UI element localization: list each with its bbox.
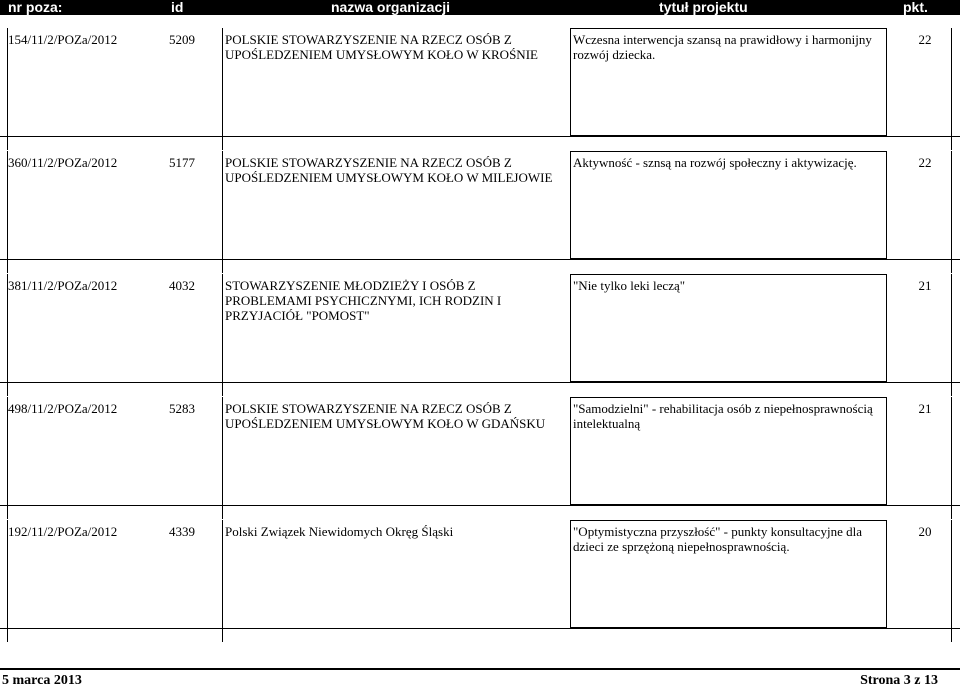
row-divider — [0, 505, 960, 506]
cell-pkt: 20 — [918, 524, 932, 539]
cell-org: POLSKIE STOWARZYSZENIE NA RZECZ OSÓB Z UPOŚLEDZENIEM UMYSŁOWYM KOŁO W MILEJOWIE — [225, 155, 553, 185]
cell-pkt: 21 — [918, 278, 932, 293]
footer-divider — [0, 668, 960, 670]
cell-org: Polski Związek Niewidomych Okręg Śląski — [225, 524, 454, 539]
cell-title: "Nie tylko leki leczą" — [573, 278, 686, 293]
cell-pkt: 22 — [918, 32, 932, 47]
cell-id: 5209 — [169, 32, 195, 47]
cell-title: Aktywność - sznsą na rozwój społeczny i aktywizację. — [573, 155, 857, 170]
cell-title: "Optymistyczna przyszłość" - punkty konsultacyjne dla dzieci ze sprzężoną niepełnosprawnością. — [573, 524, 862, 554]
table-row — [0, 397, 960, 519]
cell-pkt: 21 — [918, 401, 932, 416]
table-row — [0, 151, 960, 273]
row-divider — [0, 259, 960, 260]
cell-id: 4032 — [169, 278, 195, 293]
row-divider — [0, 382, 960, 383]
cell-id: 5283 — [169, 401, 195, 416]
table-row — [0, 274, 960, 396]
cell-org: POLSKIE STOWARZYSZENIE NA RZECZ OSÓB Z UPOŚLEDZENIEM UMYSŁOWYM KOŁO W KROŚNIE — [225, 32, 538, 62]
column-divider — [222, 274, 223, 396]
table-row — [0, 28, 960, 150]
header-id: id — [171, 0, 184, 15]
row-divider — [0, 136, 960, 137]
cell-title: Wczesna interwencja szansą na prawidłowy i harmonijny rozwój dziecka. — [573, 32, 872, 62]
column-divider — [222, 28, 223, 150]
row-divider — [0, 628, 960, 629]
column-divider — [951, 28, 952, 150]
cell-title: "Samodzielni" - rehabilitacja osób z niepełnosprawnością intelektualną — [573, 401, 873, 431]
column-divider — [222, 397, 223, 519]
column-divider — [222, 520, 223, 642]
cell-nr: 154/11/2/POZa/2012 — [8, 32, 118, 47]
cell-org: STOWARZYSZENIE MŁODZIEŻY I OSÓB Z PROBLEMAMI PSYCHICZNYMI, ICH RODZIN I PRZYJACIÓŁ "POMOST" — [225, 278, 502, 323]
column-divider — [951, 397, 952, 519]
cell-nr: 192/11/2/POZa/2012 — [8, 524, 118, 539]
cell-nr: 498/11/2/POZa/2012 — [8, 401, 118, 416]
cell-nr: 360/11/2/POZa/2012 — [8, 155, 118, 170]
cell-pkt: 22 — [918, 155, 932, 170]
header-title: tytuł projektu — [659, 0, 748, 15]
header-pkt: pkt. — [903, 0, 928, 15]
header-nr: nr poza: — [8, 0, 63, 15]
column-divider — [951, 520, 952, 642]
cell-nr: 381/11/2/POZa/2012 — [8, 278, 118, 293]
cell-id: 4339 — [169, 524, 195, 539]
page-number: Strona 3 z 13 — [860, 673, 938, 688]
column-divider — [951, 274, 952, 396]
column-divider — [951, 151, 952, 273]
column-divider — [222, 151, 223, 273]
header-org: nazwa organizacji — [331, 0, 451, 15]
cell-id: 5177 — [169, 155, 195, 170]
footer-date: 5 marca 2013 — [2, 673, 82, 688]
table-header — [0, 0, 960, 15]
table-row — [0, 520, 960, 642]
cell-org: POLSKIE STOWARZYSZENIE NA RZECZ OSÓB Z UPOŚLEDZENIEM UMYSŁOWYM KOŁO W GDAŃSKU — [225, 401, 546, 431]
